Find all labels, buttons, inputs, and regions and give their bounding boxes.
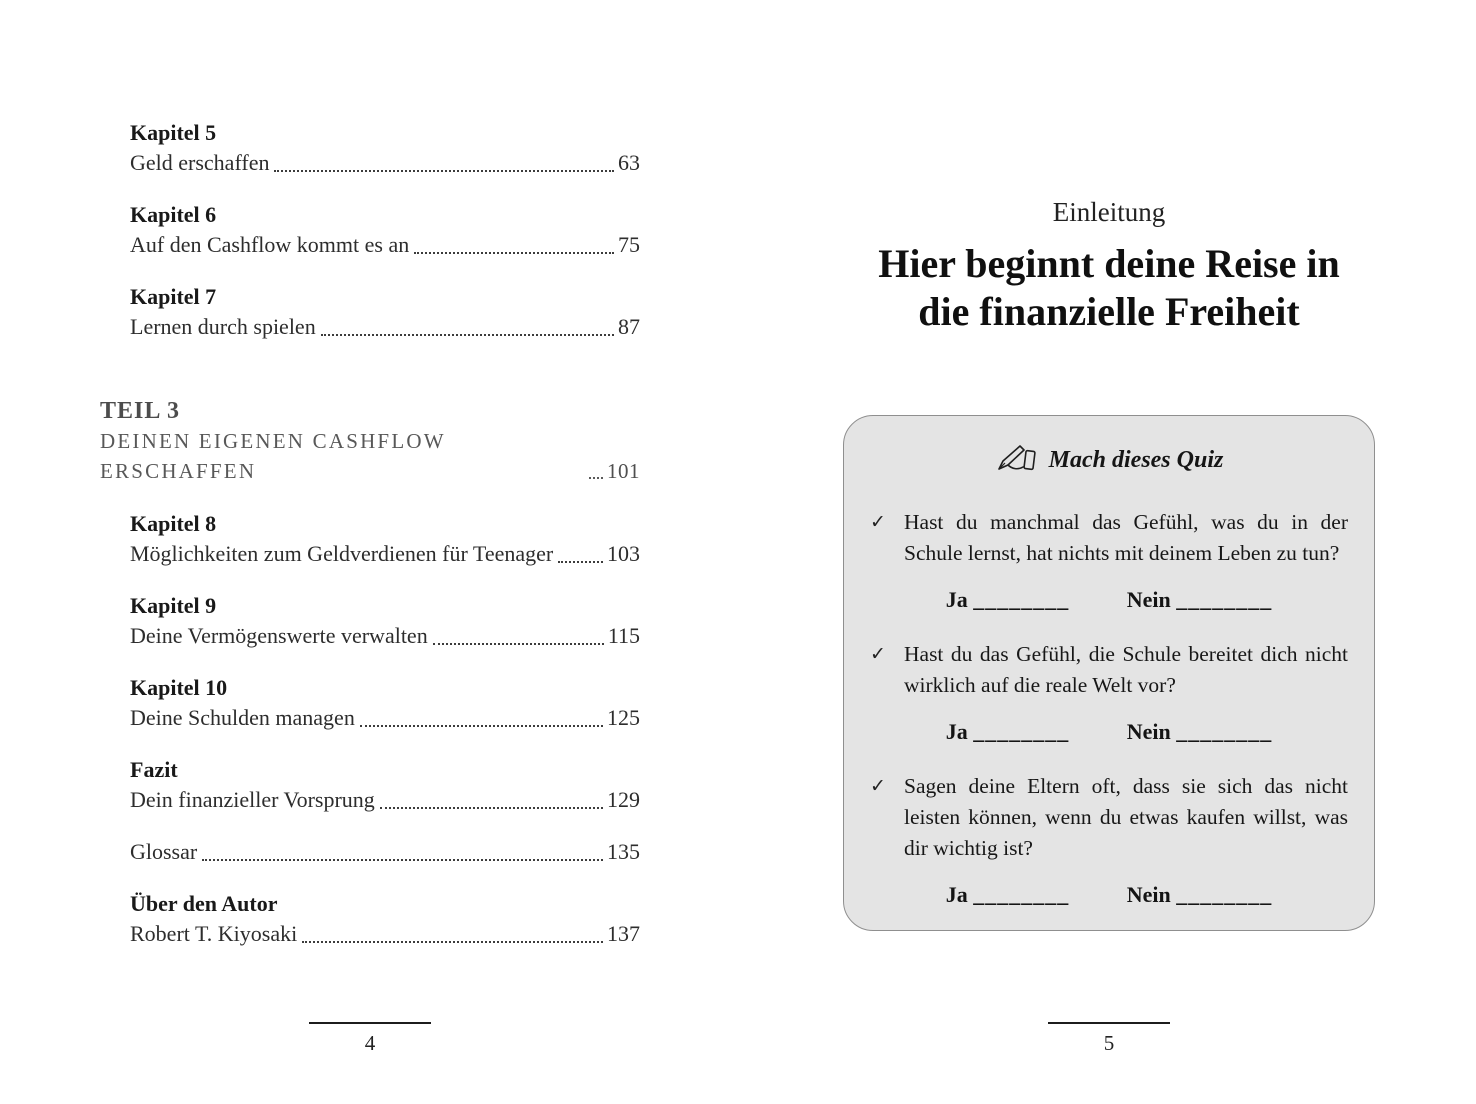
answer-row [870, 587, 1348, 613]
dot-leader [274, 170, 614, 172]
toc-entry-title: Robert T. Kiyosaki [130, 921, 298, 946]
toc-entry-heading: Fazit [130, 757, 178, 782]
quiz-question-1 [870, 507, 1348, 613]
dot-leader [589, 477, 603, 479]
nein-option [1127, 719, 1273, 744]
toc-entry-line [130, 785, 640, 815]
part-heading-block [100, 396, 640, 486]
toc-entry-line [130, 230, 640, 260]
question-text: Sagen deine Eltern oft, dass sie sich das nicht leisten können, wenn du etwas kaufen willst, was dir wichtig ist? [904, 774, 1348, 860]
checkmark-icon: ✓ [870, 511, 886, 533]
page-title-line-1: Hier beginnt deine Reise in [878, 241, 1340, 286]
writing-hand-icon [995, 442, 1039, 481]
ja-blank: ________ [973, 587, 1070, 612]
toc-entry-page: 129 [607, 787, 640, 812]
answer-row [870, 719, 1348, 745]
chapter-kicker: Einleitung [1052, 197, 1166, 227]
page-title-line-2: die finanzielle Freiheit [918, 289, 1300, 334]
part-label: TEIL 3 [100, 398, 181, 424]
right-page [843, 0, 1375, 1104]
question-row [870, 639, 1348, 701]
nein-blank: ________ [1176, 587, 1273, 612]
nein-label: Nein [1126, 587, 1171, 612]
toc-entry-page: 103 [607, 541, 640, 566]
toc-entry-kapitel-5 [130, 118, 640, 178]
quiz-header [870, 440, 1348, 481]
toc-entry-title: Geld erschaffen [130, 150, 270, 175]
toc-entry-line [130, 148, 640, 178]
toc-entry-page: 125 [607, 705, 640, 730]
toc-entry-heading: Kapitel 5 [130, 120, 217, 145]
quiz-question-3 [870, 771, 1348, 908]
dot-leader [380, 807, 603, 809]
dot-leader [433, 643, 604, 645]
toc-entry-glossar [130, 837, 640, 867]
dot-leader [360, 725, 603, 727]
ja-option [946, 882, 1070, 907]
question-row [870, 507, 1348, 569]
toc-entry-line [130, 837, 640, 867]
ja-option [946, 587, 1070, 612]
quiz-question-2 [870, 639, 1348, 745]
toc-entry-kapitel-10 [130, 673, 640, 733]
part-title-line [100, 426, 640, 486]
ja-blank: ________ [973, 882, 1070, 907]
ja-label: Ja [945, 719, 968, 744]
dot-leader [302, 941, 603, 943]
toc-entry-title: Deine Schulden managen [130, 705, 355, 730]
toc-entry-page: 75 [618, 232, 640, 257]
toc-entry-line [130, 919, 640, 949]
page-number-left: 4 [364, 1031, 376, 1055]
toc-entry-line [130, 539, 640, 569]
toc-entry-title: Deine Vermögenswerte verwalten [130, 623, 428, 648]
toc-entry-page: 137 [607, 921, 640, 946]
page-number-right: 5 [1103, 1031, 1115, 1055]
answer-row [870, 882, 1348, 908]
dot-leader [202, 859, 603, 861]
nein-option [1127, 587, 1273, 612]
question-text: Hast du das Gefühl, die Schule bereitet dich nicht wirklich auf die reale Welt vor? [904, 642, 1348, 697]
toc-entry-page: 115 [607, 623, 640, 648]
toc-entry-heading: Kapitel 9 [130, 593, 217, 618]
ja-blank: ________ [973, 719, 1070, 744]
toc-entry-heading: Kapitel 8 [130, 511, 217, 536]
quiz-title: Mach dieses Quiz [1048, 447, 1224, 473]
toc-entry-kapitel-7 [130, 282, 640, 342]
footer-rule [1048, 1022, 1170, 1024]
nein-label: Nein [1126, 882, 1171, 907]
question-text: Hast du manchmal das Gefühl, was du in der Schule lernst, hat nichts mit deinem Leben zu tun? [904, 510, 1348, 565]
toc-entry-line [130, 312, 640, 342]
nein-blank: ________ [1176, 719, 1273, 744]
footer-rule [309, 1022, 431, 1024]
table-of-contents [100, 118, 640, 971]
nein-label: Nein [1126, 719, 1171, 744]
part-page: 101 [607, 459, 640, 483]
part-title: DEINEN EIGENEN CASHFLOW ERSCHAFFEN [100, 429, 446, 483]
toc-entry-heading: Kapitel 6 [130, 202, 217, 227]
ja-label: Ja [945, 882, 968, 907]
question-row [870, 771, 1348, 864]
toc-entry-title: Möglichkeiten zum Geldverdienen für Teenager [130, 541, 554, 566]
toc-entry-heading: Kapitel 7 [130, 284, 217, 309]
toc-entry-page: 87 [618, 314, 640, 339]
nein-option [1127, 882, 1273, 907]
left-page-footer [100, 1022, 640, 1056]
toc-entry-heading: Über den Autor [130, 891, 278, 916]
toc-entry-autor [130, 889, 640, 949]
checkmark-icon: ✓ [870, 775, 886, 797]
left-page [100, 0, 640, 1104]
toc-entry-title: Glossar [130, 839, 198, 864]
page-title [823, 240, 1395, 336]
toc-entry-heading: Kapitel 10 [130, 675, 228, 700]
dot-leader [321, 334, 614, 336]
toc-entry-line [130, 621, 640, 651]
toc-entry-title: Auf den Cashflow kommt es an [130, 232, 410, 257]
right-page-footer [843, 1022, 1375, 1056]
toc-entry-kapitel-6 [130, 200, 640, 260]
ja-option [946, 719, 1070, 744]
toc-entry-title: Lernen durch spielen [130, 314, 316, 339]
nein-blank: ________ [1176, 882, 1273, 907]
toc-entry-kapitel-9 [130, 591, 640, 651]
toc-entry-page: 63 [618, 150, 640, 175]
toc-entry-fazit [130, 755, 640, 815]
toc-entry-kapitel-8 [130, 509, 640, 569]
toc-entry-title: Dein finanzieller Vorsprung [130, 787, 375, 812]
quiz-box [843, 415, 1375, 931]
ja-label: Ja [945, 587, 968, 612]
toc-entry-line [130, 703, 640, 733]
dot-leader [558, 561, 603, 563]
dot-leader [414, 252, 614, 254]
checkmark-icon: ✓ [870, 643, 886, 665]
toc-entry-page: 135 [607, 839, 640, 864]
